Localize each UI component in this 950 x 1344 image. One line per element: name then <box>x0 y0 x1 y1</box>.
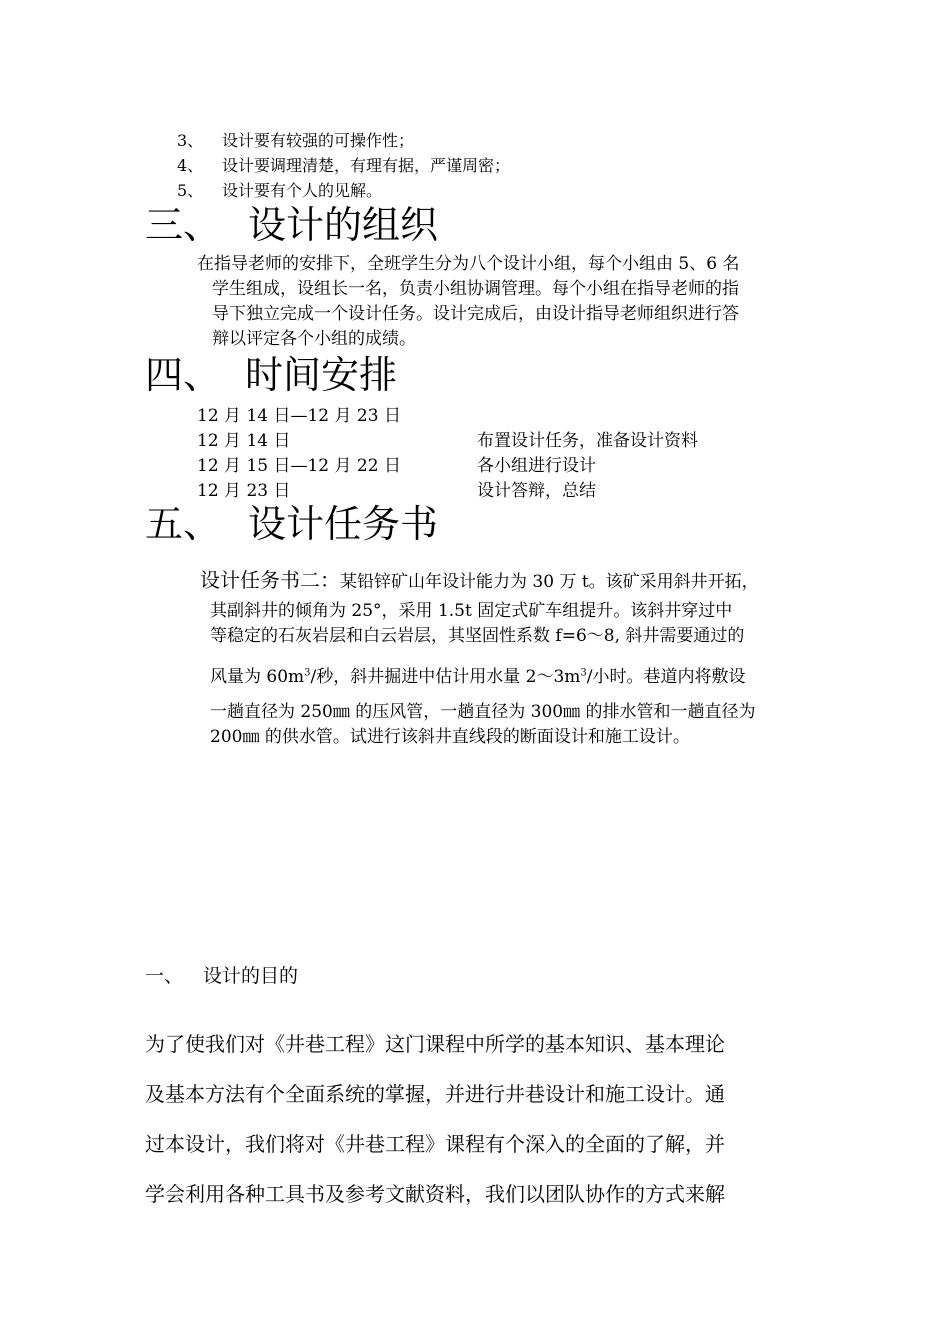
schedule-date: 12 月 14 日—12 月 23 日 <box>197 406 401 426</box>
superscript: 3 <box>304 667 311 679</box>
task-book-text: 某铅锌矿山年设计能力为 30 万 t。该矿采用斜井开拓， <box>340 572 759 592</box>
schedule-task: 设计答辩，总结 <box>477 481 596 501</box>
task-book-line-2: 其副斜井的倾角为 25°，采用 1.5t 固定式矿车组提升。该斜井穿过中 <box>210 601 733 621</box>
task-book-text: /小时。巷道内将敷设 <box>586 667 746 687</box>
schedule-date: 12 月 14 日 <box>197 431 291 451</box>
organization-line-3: 导下独立完成一个设计任务。设计完成后，由设计指导老师组织进行答 <box>212 304 739 324</box>
requirement-text: 设计要有个人的见解。 <box>222 181 383 200</box>
task-book-line-6: 200㎜ 的供水管。试进行该斜井直线段的断面设计和施工设计。 <box>210 727 690 747</box>
requirement-number: 4、 <box>177 156 204 175</box>
task-book-label: 设计任务书二： <box>200 568 340 592</box>
requirement-text: 设计要调理清楚，有理有据，严谨周密； <box>222 156 511 175</box>
section-title: 时间安排 <box>245 353 398 397</box>
schedule-date: 12 月 23 日 <box>197 481 291 501</box>
organization-line-2: 学生组成，设组长一名，负责小组协调管理。每个小组在指导老师的指 <box>212 279 739 299</box>
task-book-line-3: 等稳定的石灰岩层和白云岩层，其坚固性系数 f=6～8, 斜井需要通过的 <box>210 626 745 646</box>
purpose-line-1: 为了使我们对《井巷工程》这门课程中所学的基本知识、基本理论 <box>145 1032 725 1056</box>
schedule-task: 布置设计任务，准备设计资料 <box>477 431 698 451</box>
section-title: 设计任务书 <box>248 502 439 546</box>
purpose-line-4: 学会利用各种工具书及参考文献资料，我们以团队协作的方式来解 <box>145 1182 725 1206</box>
task-book-text: 风量为 60m <box>210 667 305 687</box>
schedule-task: 各小组进行设计 <box>477 456 596 476</box>
requirement-number: 5、 <box>177 181 204 200</box>
requirement-number: 3、 <box>177 131 204 150</box>
schedule-date: 12 月 15 日—12 月 22 日 <box>197 456 401 476</box>
section-number: 四、 <box>145 353 222 397</box>
section-number: 一、 <box>145 965 184 987</box>
task-book-text: /秒，斜井掘进中估计用水量 2～3m <box>310 667 581 687</box>
organization-line-4: 辩以评定各个小组的成绩。 <box>212 329 416 349</box>
purpose-line-2: 及基本方法有个全面系统的掌握，并进行井巷设计和施工设计。通 <box>145 1082 725 1106</box>
superscript: 3 <box>580 667 587 679</box>
task-book-line-1 <box>200 564 759 593</box>
task-book-line-4 <box>210 665 746 690</box>
section-number: 五、 <box>145 502 222 546</box>
section-title: 设计的目的 <box>203 965 299 987</box>
task-book-line-5: 一趟直径为 250㎜ 的压风管，一趟直径为 300㎜ 的排水管和一趟直径为 <box>210 702 756 722</box>
section-title: 设计的组织 <box>248 203 439 247</box>
requirement-text: 设计要有较强的可操作性； <box>222 131 415 150</box>
organization-line-1: 在指导老师的安排下，全班学生分为八个设计小组，每个小组由 5、6 名 <box>197 254 740 274</box>
purpose-line-3: 过本设计，我们将对《井巷工程》课程有个深入的全面的了解，并 <box>145 1132 725 1156</box>
section-number: 三、 <box>145 203 222 247</box>
